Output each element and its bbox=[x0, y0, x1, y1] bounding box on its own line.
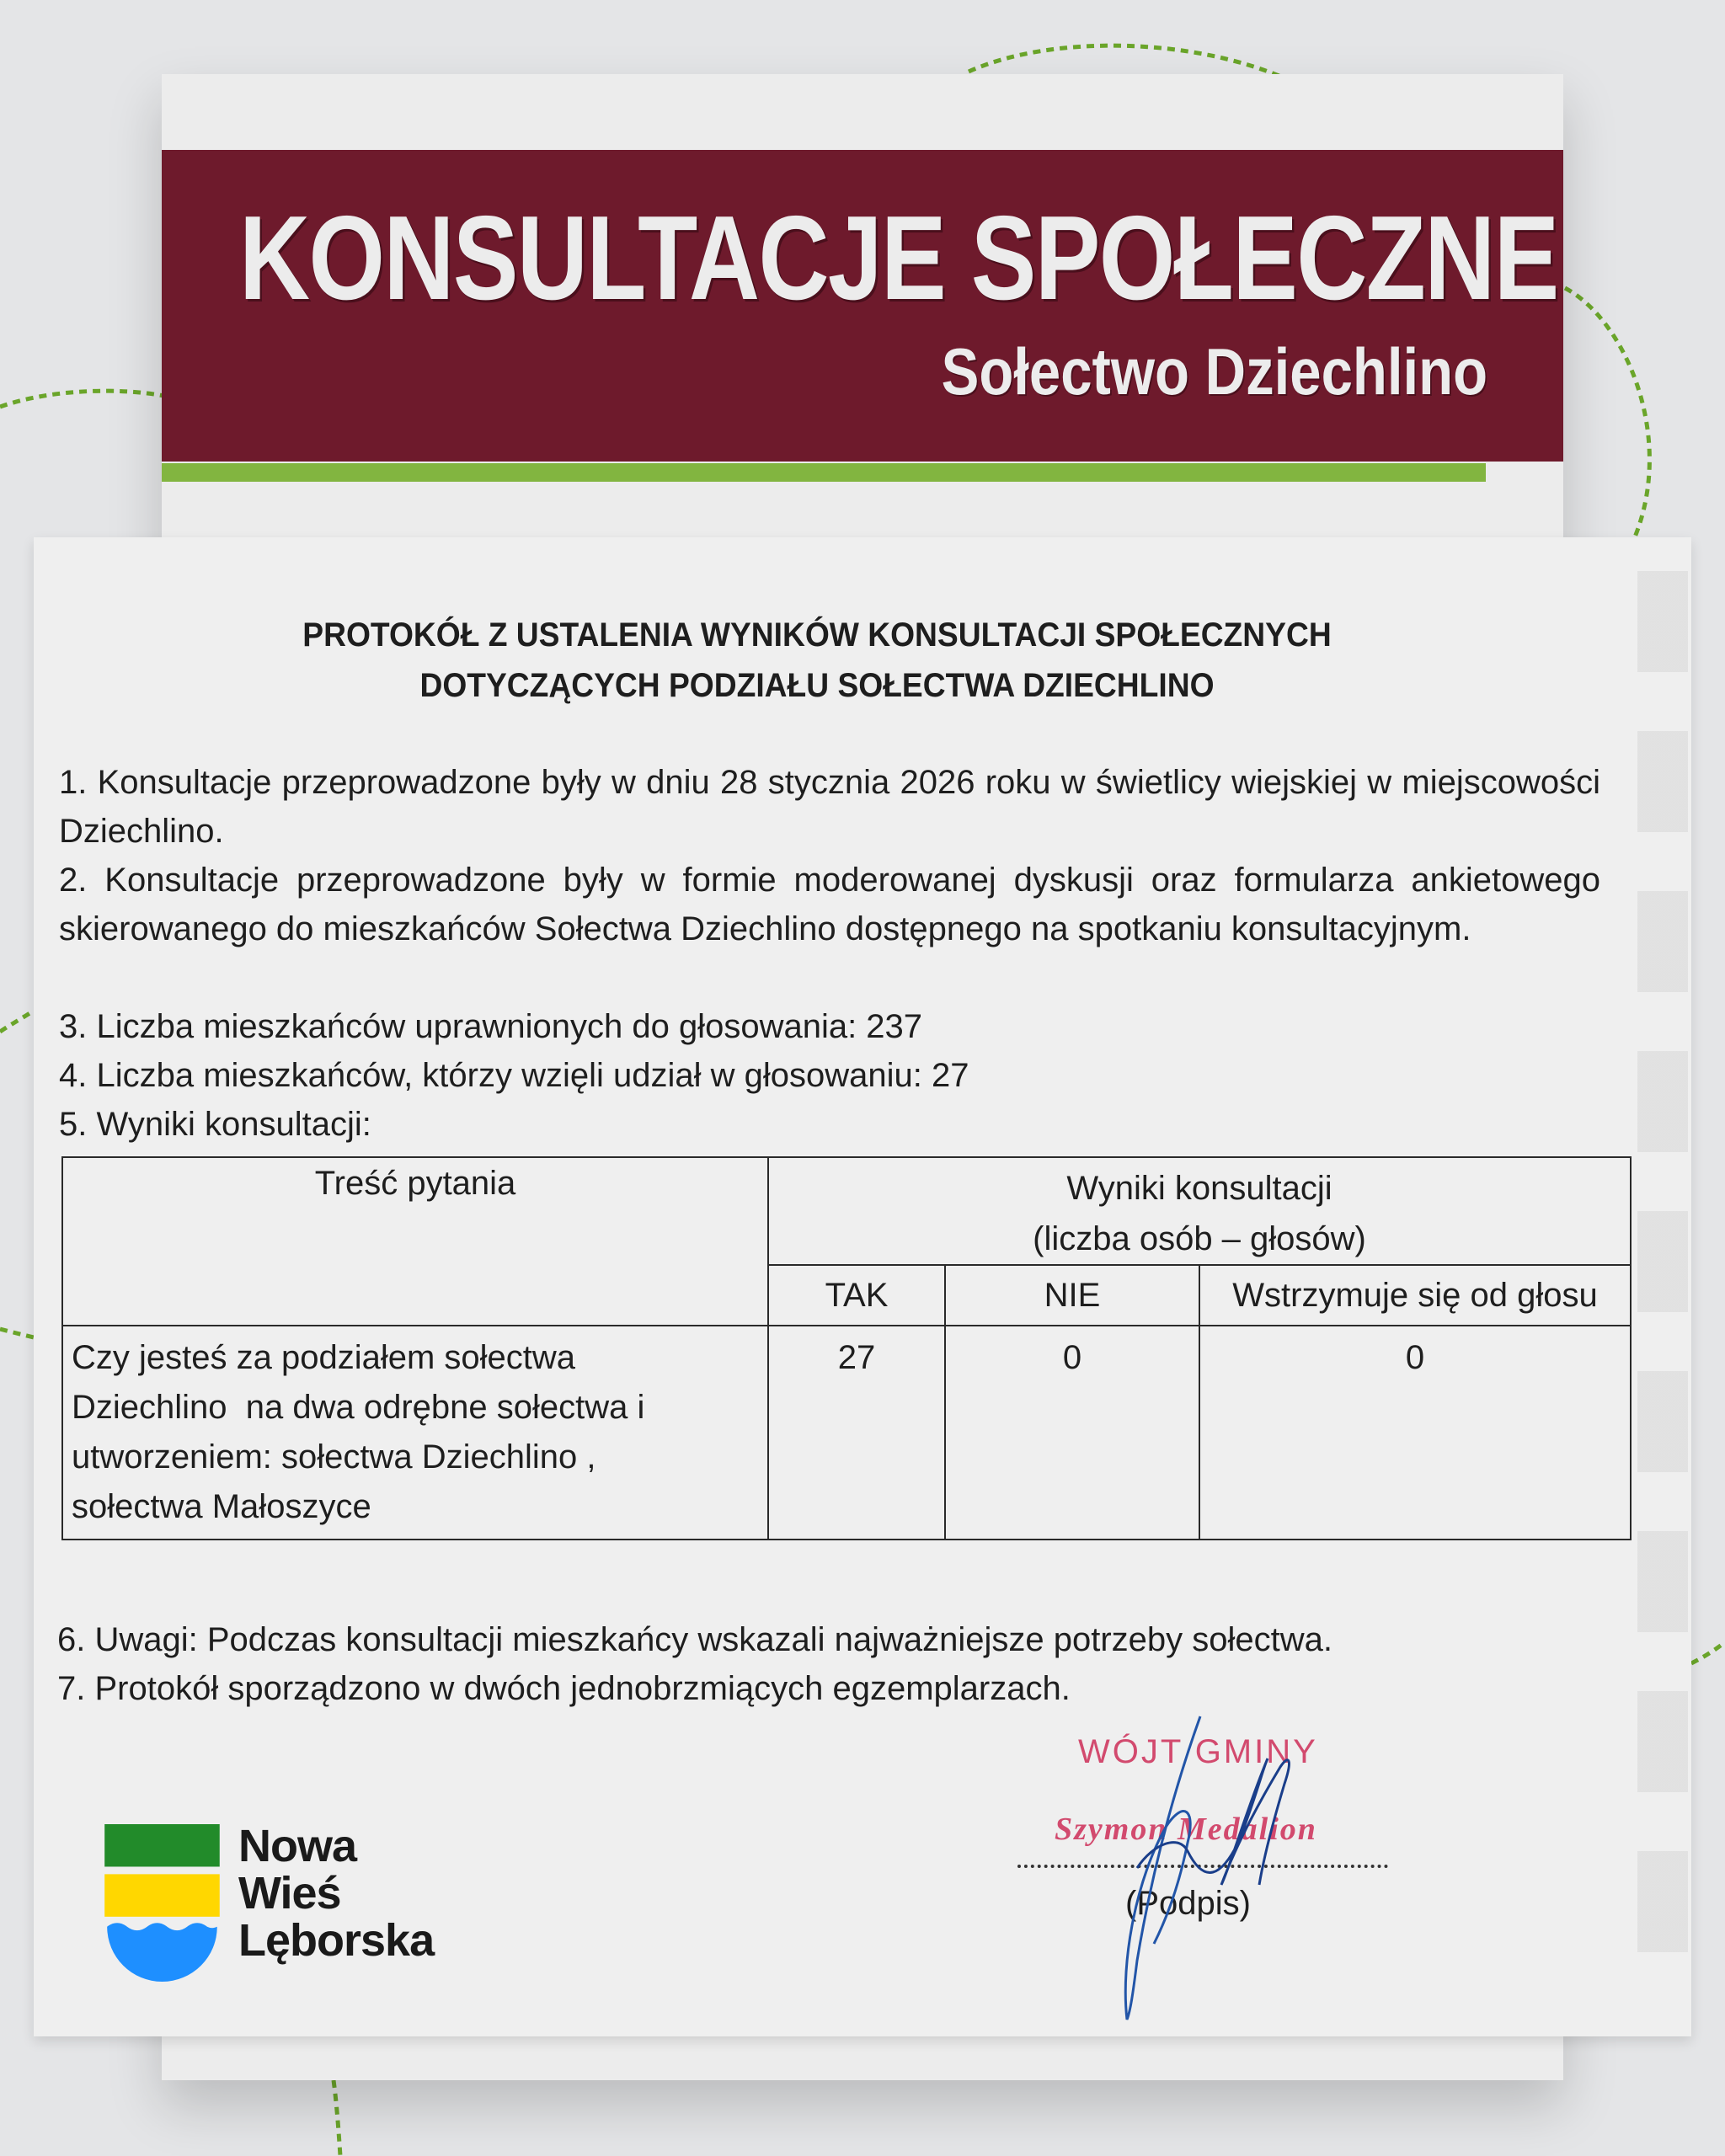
item-1: 1. Konsultacje przeprowadzone były w dniu 28 stycznia 2026 roku w świetlicy wiejskiej w miejscowości Dziechlino. bbox=[59, 764, 1600, 850]
note-6: 6. Uwagi: Podczas konsultacji mieszkańcy wskazali najważniejsze potrzeby sołectwa. bbox=[57, 1621, 1332, 1658]
header-banner bbox=[162, 150, 1563, 462]
logo-text bbox=[238, 1822, 434, 1964]
logo-line: Wieś bbox=[238, 1868, 341, 1919]
header-wstrzymuje: Wstrzymuje się od głosu bbox=[1199, 1265, 1631, 1326]
logo-line: Lęborska bbox=[238, 1915, 435, 1966]
handwritten-signature-icon bbox=[1087, 1708, 1339, 2028]
document-title bbox=[34, 610, 1600, 711]
header-nie: NIE bbox=[945, 1265, 1199, 1326]
header-results-line: Wyniki konsultacji bbox=[1066, 1170, 1332, 1207]
signature-caption: (Podpis) bbox=[1125, 1885, 1251, 1922]
question-line: utworzeniem: sołectwa Dziechlino , bbox=[72, 1438, 596, 1476]
item-3: 3. Liczba mieszkańców uprawnionych do głosowania: 237 bbox=[59, 1008, 923, 1045]
question-line: Dziechlino na dwa odrębne sołectwa i bbox=[72, 1389, 645, 1426]
question-line: sołectwa Małoszyce bbox=[72, 1488, 371, 1525]
document-title-line: DOTYCZĄCYCH PODZIAŁU SOŁECTWA DZIECHLINO bbox=[419, 667, 1215, 704]
stamp-name: Szymon Medalion bbox=[1055, 1812, 1317, 1847]
accent-bar bbox=[162, 463, 1486, 482]
protocol-document bbox=[34, 537, 1691, 2036]
stamp-title: WÓJT GMINY bbox=[1078, 1733, 1318, 1770]
header-results-line: (liczba osób – głosów) bbox=[1033, 1220, 1366, 1257]
item-5: 5. Wyniki konsultacji: bbox=[59, 1106, 371, 1143]
header-results bbox=[768, 1157, 1631, 1265]
header-question: Treść pytania bbox=[62, 1157, 768, 1326]
tak-count: 27 bbox=[768, 1326, 945, 1540]
banner-title: KONSULTACJE SPOŁECZNE bbox=[239, 191, 1558, 325]
header-tak: TAK bbox=[768, 1265, 945, 1326]
table-row bbox=[62, 1326, 1631, 1540]
banner-subtitle: Sołectwo Dziechlino bbox=[941, 334, 1487, 408]
item-4: 4. Liczba mieszkańców, którzy wzięli udział w głosowaniu: 27 bbox=[59, 1057, 969, 1094]
item-2: 2. Konsultacje przeprowadzone były w formie moderowanej dyskusji oraz formularza ankietowego skierowanego do mieszkańców Sołectwa Dziechlino dostępnego na spotkaniu konsultacyjnym. bbox=[59, 862, 1600, 947]
faded-watermark bbox=[1637, 571, 1688, 2003]
logo-line: Nowa bbox=[238, 1821, 357, 1871]
question-cell bbox=[62, 1326, 768, 1540]
document-title-line: PROTOKÓŁ Z USTALENIA WYNIKÓW KONSULTACJI SPOŁECZNYCH bbox=[302, 616, 1332, 654]
nie-count: 0 bbox=[945, 1326, 1199, 1540]
question-line: Czy jesteś za podziałem sołectwa bbox=[72, 1339, 576, 1376]
wstrzymuje-count: 0 bbox=[1199, 1326, 1631, 1540]
note-7: 7. Protokół sporządzono w dwóch jednobrzmiących egzemplarzach. bbox=[57, 1670, 1071, 1707]
results-table bbox=[61, 1156, 1632, 1540]
